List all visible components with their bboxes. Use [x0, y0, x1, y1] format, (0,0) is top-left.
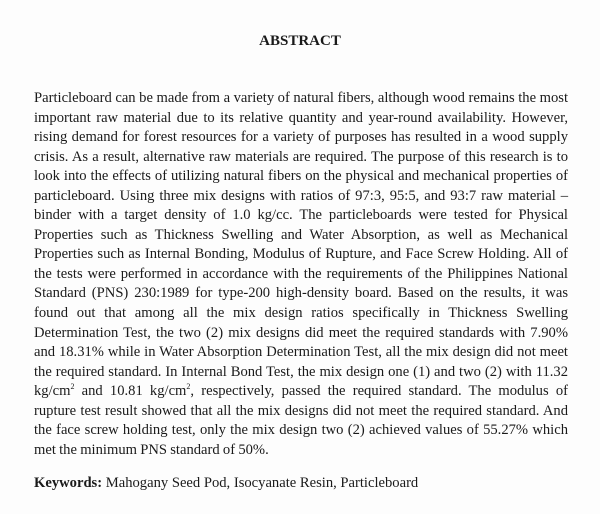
- keywords-label: Keywords:: [34, 475, 103, 492]
- abstract-line: Standard (PNS) 230:1989 for type-200 high-density board. Based on the results, it was: [34, 285, 568, 302]
- abstract-line: particleboard. Using three mix designs with ratios of 97:3, 95:5, and 93:7 raw material –: [34, 187, 568, 204]
- abstract-line: and 18.31% while in Water Absorption Determination Test, all the mix design did not meet: [34, 344, 568, 361]
- abstract-line: the tests were performed in accordance with the requirements of the Philippines National: [34, 265, 568, 282]
- abstract-line: important raw material due to its relative quantity and year-round availability. However,: [34, 109, 568, 126]
- keywords: [34, 474, 568, 494]
- abstract-line: the face screw holding test, only the mix design two (2) achieved values of 55.27% which: [34, 422, 568, 439]
- abstract-line-with-units: [34, 382, 568, 402]
- abstract-line: the required standard. In Internal Bond Test, the mix design one (1) and two (2) with 11.32: [34, 363, 568, 380]
- text-fragment: kg/cm: [34, 383, 71, 400]
- abstract-line: Particleboard can be made from a variety of natural fibers, although wood remains the most: [34, 90, 568, 106]
- abstract-line: found out that among all the mix design ratios specifically in Thickness Swelling: [34, 305, 568, 322]
- abstract-line: Properties such as Thickness Swelling and Water Absorption, as well as Mechanical: [34, 226, 568, 243]
- abstract-body: [34, 89, 568, 460]
- abstract-line: rupture test result showed that all the mix designs did not meet the required standard. And: [34, 402, 568, 419]
- abstract-line: binder with a target density of 1.0 kg/cc. The particleboards were tested for Physical: [34, 207, 568, 224]
- abstract-line: met the minimum PNS standard of 50%.: [34, 441, 269, 458]
- abstract-line: Properties such as Internal Bonding, Modulus of Rupture, and Face Screw Holding. All of: [34, 246, 568, 263]
- abstract-line: crisis. As a result, alternative raw materials are required. The purpose of this research is to: [34, 148, 568, 165]
- abstract-line: Determination Test, the two (2) mix designs did meet the required standards with 7.90%: [34, 324, 568, 341]
- superscript: 2: [70, 382, 75, 392]
- superscript: 2: [186, 382, 191, 392]
- text-fragment: and 10.81 kg/cm: [74, 383, 187, 400]
- keywords-value: Mahogany Seed Pod, Isocyanate Resin, Particleboard: [102, 475, 419, 492]
- abstract-line: rising demand for forest resources for a variety of purposes has resulted in a wood supply: [34, 129, 568, 146]
- abstract-heading: ABSTRACT: [259, 33, 341, 49]
- abstract-line: look into the effects of utilizing natural fibers on the physical and mechanical properties of: [34, 168, 568, 185]
- text-fragment: , respectively, passed the required standard. The modulus of: [190, 383, 568, 400]
